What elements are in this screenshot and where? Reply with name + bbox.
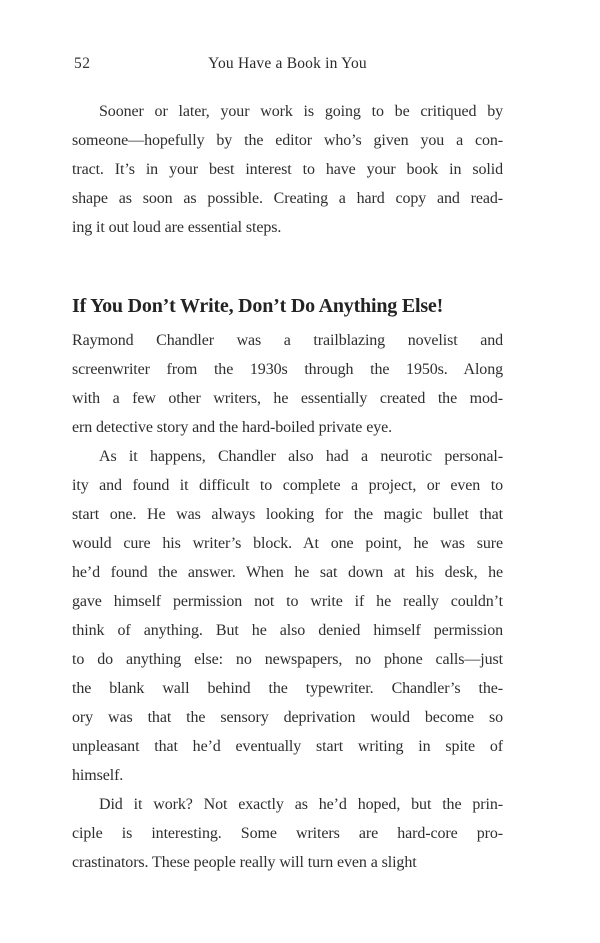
page-body [72,97,503,877]
text-line: ory was that the sensory deprivation would become so [72,709,503,726]
paragraph [72,326,503,442]
text-line: ern detective story and the hard-boiled private eye. [72,419,392,436]
text-line: himself. [72,767,124,784]
text-line: ity and found it difficult to complete a project, or even to [72,477,503,494]
text-line: he’d found the answer. When he sat down at his desk, he [72,564,503,581]
text-line: start one. He was always looking for the magic bullet that [72,506,503,523]
text-line: Did it work? Not exactly as he’d hoped, but the prin- [99,796,503,813]
page-number: 52 [74,55,91,72]
paragraph [72,442,503,790]
text-line: tract. It’s in your best interest to have your book in solid [72,161,503,178]
paragraph [72,97,503,242]
text-line: the blank wall behind the typewriter. Chandler’s the- [72,680,503,697]
text-line: with a few other writers, he essentially created the mod- [72,390,503,407]
running-header-title: You Have a Book in You [208,55,367,72]
text-line: to do anything else: no newspapers, no phone calls—just [72,651,503,668]
text-line: would cure his writer’s block. At one point, he was sure [72,535,503,552]
text-line: As it happens, Chandler also had a neurotic personal- [99,448,503,465]
text-line: unpleasant that he’d eventually start writing in spite of [72,738,503,755]
section-heading: If You Don’t Write, Don’t Do Anything Else! [72,295,444,317]
text-line: crastinators. These people really will turn even a slight [72,854,417,871]
text-line: Raymond Chandler was a trailblazing novelist and [72,332,503,349]
text-line: screenwriter from the 1930s through the 1950s. Along [72,361,503,378]
text-line: gave himself permission not to write if he really couldn’t [72,593,503,610]
paragraph [72,790,503,877]
text-line: ciple is interesting. Some writers are hard-core pro- [72,825,503,842]
text-line: ing it out loud are essential steps. [72,219,282,236]
text-line: someone—hopefully by the editor who’s given you a con- [72,132,503,149]
text-line: shape as soon as possible. Creating a hard copy and read- [72,190,503,207]
text-line: think of anything. But he also denied himself permission [72,622,503,639]
text-line: Sooner or later, your work is going to be critiqued by [99,103,503,120]
page-header [72,55,503,77]
